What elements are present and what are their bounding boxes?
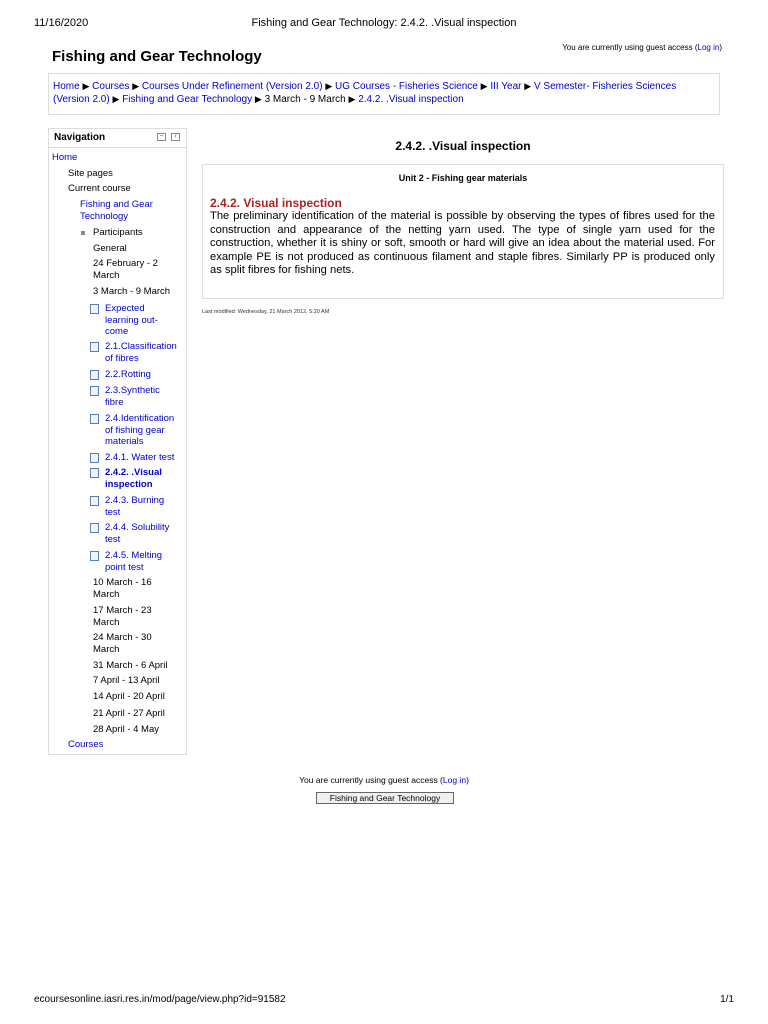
nav-resource-link-line: Expected	[105, 303, 145, 314]
section-title: 2.4.2. Visual inspection	[210, 196, 342, 210]
page-resource-icon	[90, 304, 99, 314]
nav-week-line: 21 April - 27 April	[93, 708, 165, 719]
nav-week-line: 28 April - 4 May	[93, 724, 159, 735]
nav-site-pages[interactable]: Site pages	[68, 168, 113, 179]
print-url: ecoursesonline.iasri.res.in/mod/page/view.php?id=91582	[34, 994, 286, 1005]
course-home-button[interactable]: Fishing and Gear Technology	[316, 792, 454, 804]
nav-resource-link-line: 2.2.Rotting	[105, 369, 151, 380]
body-text: The preliminary identification of the material is possible by observing the types of fibres used for the construction and appearance of the netting yarn used. The type of single yarn used for the construction, whether it is shiny or soft, smooth or hard will give an idea about the material used. For example PE is not produced as continuous filament and staple fibres. Similarly PP is produced only as split fibres for fishing nets.	[210, 210, 715, 277]
print-page-number: 1/1	[720, 994, 734, 1005]
nav-week-line: 24 February - 2	[93, 258, 158, 269]
breadcrumb-separator: ▶	[82, 81, 90, 91]
print-page-title: Fishing and Gear Technology: 2.4.2. .Visual inspection	[251, 17, 517, 29]
nav-week-line: 17 March - 23	[93, 605, 152, 616]
nav-resource-link[interactable]	[105, 369, 151, 381]
nav-resource-link-line: learning out-	[105, 314, 158, 326]
nav-current-course[interactable]: Current course	[68, 183, 131, 194]
nav-resource-link[interactable]	[105, 303, 158, 338]
footer-guest-suffix: )	[466, 775, 469, 785]
nav-resource-link[interactable]	[105, 452, 174, 464]
page-resource-icon	[90, 468, 99, 478]
unit-title: Unit 2 - Fishing gear materials	[398, 173, 528, 183]
nav-week-line: 10 March - 16	[93, 577, 152, 588]
guest-access-suffix: )	[719, 43, 722, 52]
nav-resource-link-line: 2.4.Identification	[105, 413, 175, 424]
nav-week-line: 31 March - 6 April	[93, 660, 168, 671]
guest-access-text: You are currently using guest access (	[562, 43, 698, 52]
login-link[interactable]: Log in	[697, 43, 720, 52]
breadcrumb-separator: ▶	[524, 81, 532, 91]
breadcrumb-item[interactable]: Courses Under Refinement (Version 2.0)	[141, 81, 323, 92]
breadcrumb-item[interactable]: UG Courses - Fisheries Science	[335, 81, 478, 92]
nav-week[interactable]	[93, 724, 159, 736]
nav-week-line: 3 March - 9 March	[93, 286, 171, 297]
nav-resource-link[interactable]	[105, 550, 162, 573]
print-date: 11/16/2020	[34, 17, 89, 29]
breadcrumb-item[interactable]: 2.4.2. .Visual inspection	[358, 94, 464, 105]
bullet-icon	[81, 231, 85, 235]
navigation-divider	[48, 147, 187, 148]
nav-week-line: March	[93, 643, 120, 655]
breadcrumb-separator: ▶	[325, 81, 333, 91]
breadcrumb-separator: ▶	[348, 94, 356, 104]
breadcrumb-item[interactable]: Fishing and Gear Technology	[122, 94, 253, 105]
nav-resource-link-line: point test	[105, 561, 144, 573]
breadcrumb-item[interactable]: III Year	[490, 81, 522, 92]
nav-week[interactable]	[93, 577, 152, 600]
nav-week[interactable]	[93, 286, 170, 298]
nav-week-line: March	[93, 588, 120, 600]
nav-resource-active[interactable]	[105, 467, 162, 490]
breadcrumb-item[interactable]: Courses	[92, 81, 130, 92]
nav-resource-link[interactable]	[105, 495, 164, 518]
dock-icon[interactable]: ‹	[171, 133, 180, 141]
nav-week[interactable]	[93, 660, 167, 672]
nav-course-link[interactable]: Technology	[80, 211, 129, 222]
nav-resource-link-line: come	[105, 326, 129, 337]
nav-resource-link-line: 2.4.3. Burning	[105, 495, 165, 506]
page-resource-icon	[90, 386, 99, 396]
footer-guest-text: You are currently using guest access (	[299, 775, 443, 785]
breadcrumb	[48, 73, 720, 115]
page-resource-icon	[90, 342, 99, 352]
navigation-heading: Navigation	[54, 132, 106, 143]
page-resource-icon	[90, 523, 99, 533]
breadcrumb-separator: ▶	[254, 94, 262, 104]
page-resource-icon	[90, 414, 99, 424]
footer-login-link[interactable]: Log in	[442, 775, 467, 785]
nav-week[interactable]	[93, 632, 152, 655]
nav-courses-link[interactable]: Courses	[68, 739, 104, 750]
last-modified: Last modified: Wednesday, 21 March 2012, 5:20 AM	[202, 309, 330, 315]
nav-week[interactable]	[93, 258, 158, 281]
nav-week[interactable]	[93, 691, 165, 703]
breadcrumb-separator: ▶	[112, 94, 120, 104]
nav-resource-link-line: test	[105, 506, 121, 518]
nav-section-general[interactable]: General	[93, 243, 127, 254]
breadcrumb-item[interactable]: Home	[53, 81, 80, 92]
nav-home-link[interactable]: Home	[52, 152, 78, 163]
nav-resource-link[interactable]	[105, 385, 160, 408]
nav-resource-link-line: of fibres	[105, 352, 139, 364]
nav-week-line: 14 April - 20 April	[93, 691, 165, 702]
nav-resource-link[interactable]	[105, 341, 177, 364]
nav-resource-link-line: 2.4.1. Water test	[105, 452, 175, 463]
breadcrumb-separator: ▶	[132, 81, 140, 91]
nav-resource-link[interactable]	[105, 413, 174, 448]
nav-resource-link-line: 2.3.Synthetic	[105, 385, 160, 396]
nav-resource-link[interactable]	[105, 522, 169, 545]
nav-resource-active-line: 2.4.2. .Visual	[105, 467, 162, 478]
nav-resource-link-line: of fishing gear	[105, 424, 165, 436]
page-resource-icon	[90, 496, 99, 506]
minus-box-icon[interactable]: −	[157, 133, 166, 141]
nav-week-line: 7 April - 13 April	[93, 675, 160, 686]
footer-guest-access	[0, 775, 768, 785]
nav-resource-link-line: 2.1.Classification	[105, 341, 177, 352]
breadcrumb-item: 3 March - 9 March	[264, 94, 346, 105]
nav-resource-link-line: fibre	[105, 396, 124, 408]
nav-week-line: March	[93, 269, 120, 281]
guest-access-notice	[562, 43, 722, 52]
nav-week[interactable]	[93, 708, 165, 720]
nav-resource-link-line: 2.4.4. Solubility	[105, 522, 170, 533]
nav-participants[interactable]: Participants	[93, 227, 143, 238]
breadcrumb-item[interactable]: V Semester- Fisheries Sciences (Version 2.0)	[53, 81, 677, 105]
nav-resource-link-line: 2.4.5. Melting	[105, 550, 163, 561]
nav-resource-link-line: materials	[105, 436, 144, 447]
nav-week[interactable]	[93, 605, 152, 628]
page-resource-icon	[90, 551, 99, 561]
nav-resource-link-line: test	[105, 533, 121, 545]
nav-week-line: 24 March - 30	[93, 632, 152, 643]
page-resource-icon	[90, 453, 99, 463]
site-title[interactable]: Fishing and Gear Technology	[52, 48, 262, 65]
breadcrumb-separator: ▶	[480, 81, 488, 91]
page-heading: 2.4.2. .Visual inspection	[395, 139, 531, 153]
nav-resource-active-line: inspection	[105, 478, 153, 490]
nav-week-line: March	[93, 616, 120, 628]
page-resource-icon	[90, 370, 99, 380]
nav-course-link[interactable]: Fishing and Gear	[80, 199, 153, 210]
nav-week[interactable]	[93, 675, 160, 687]
